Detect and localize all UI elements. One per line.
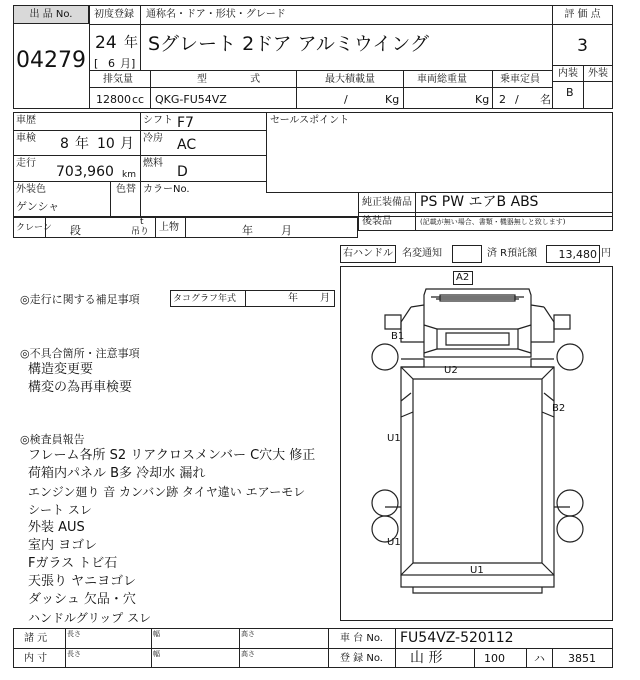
recycle-label: 済 R預託額: [487, 248, 538, 259]
interior-score: B: [566, 86, 574, 99]
inspector-line: 天張り ヤニヨゴレ: [28, 574, 137, 589]
max-load-sep: /: [344, 93, 348, 106]
defect-line: 構造変更要: [28, 362, 94, 377]
fuel: D: [177, 164, 188, 180]
history-label: 車歴: [16, 115, 36, 126]
inspector-line: 外装 AUS: [28, 520, 85, 535]
spec-width-label: 幅: [153, 630, 160, 638]
listing-no: 04279: [16, 48, 86, 73]
inspection-year: 8: [60, 136, 69, 152]
crane-ton-unit: t: [140, 217, 144, 227]
first-reg-month: 6: [108, 57, 115, 70]
inner-dimension-label: 内 寸: [24, 653, 48, 664]
capacity-label: 乗車定員: [500, 74, 540, 85]
registration-class: 100: [484, 652, 505, 665]
inspector-line: Fガラス トビ石: [28, 556, 118, 571]
name-change-label: 名変通知: [402, 248, 442, 259]
upper-month-unit: 月: [281, 224, 292, 237]
max-load-unit: Kg: [385, 93, 400, 106]
inspector-line: 室内 ヨゴレ: [28, 538, 98, 553]
tacho-year-unit: 年: [288, 293, 298, 304]
crane-tier-unit: 段: [70, 224, 81, 237]
registration-region: 山 形: [410, 650, 443, 666]
shift-label: シフト: [143, 115, 173, 126]
inspector-line: エンジン廻り 音 カンバン跡 タイヤ違い エアーモレ: [28, 485, 306, 499]
ext-color: ゲンシャ: [16, 200, 60, 213]
mileage-label: 走行: [16, 158, 36, 169]
spec-height-label: 高さ: [241, 630, 255, 638]
capacity-unit: 名: [540, 93, 551, 106]
aircon: AC: [177, 137, 197, 153]
mileage-unit: km: [122, 170, 136, 180]
exterior-label: 外装: [588, 68, 608, 79]
gross-weight-unit: Kg: [475, 93, 490, 106]
aircon-label: 冷房: [143, 133, 163, 144]
inspector-label: ◎検査員報告: [20, 433, 85, 446]
gross-weight-label: 車両総重量: [417, 74, 467, 85]
name-change-box: [452, 245, 482, 263]
inspection-month: 10: [97, 136, 115, 152]
listing-no-label: 出 品 No.: [29, 9, 73, 20]
inner-width-label: 幅: [153, 650, 160, 658]
damage-mark: U1: [387, 537, 401, 548]
fuel-label: 燃料: [143, 158, 163, 169]
inspection-month-unit: 月: [120, 136, 134, 152]
first-reg-label: 初度登録: [94, 9, 134, 20]
steering-value: 右ハンドル: [343, 248, 393, 259]
model-type: QKG-FU54VZ: [155, 93, 227, 106]
defects-label: ◎不具合箇所・注意事項: [20, 347, 140, 360]
first-reg-year: 24: [95, 33, 117, 53]
aftermarket-frame: [358, 212, 613, 231]
ext-color-label: 外装色: [16, 184, 46, 195]
registration-kana: ハ: [534, 652, 545, 665]
recycle-amount: 13,480: [558, 248, 597, 261]
tacho-label: タコグラフ年式: [173, 294, 237, 304]
model-name-label: 通称名・ドア・形状・グレード: [146, 9, 286, 20]
chassis-number: FU54VZ-520112: [400, 630, 514, 646]
driving-notes-label: ◎走行に関する補足事項: [20, 293, 140, 306]
crane-lift-label: 吊り: [131, 227, 150, 237]
displacement: 12800: [96, 93, 131, 106]
damage-mark: U1: [470, 565, 484, 576]
shift: F7: [177, 115, 194, 131]
damage-mark: B2: [552, 403, 566, 414]
registration-label: 登 録 No.: [340, 653, 383, 664]
interior-label: 内装: [558, 68, 578, 79]
inspector-line: 荷箱内パネル B多 冷却水 漏れ: [28, 466, 206, 481]
damage-mark: U1: [387, 433, 401, 444]
inspection-label: 車検: [16, 133, 36, 144]
truck-diagram: [340, 266, 613, 621]
model-type-label: 型 式: [197, 74, 261, 85]
recycle-unit: 円: [601, 248, 611, 259]
inner-height-label: 高さ: [241, 650, 255, 658]
damage-mark: B1: [391, 331, 405, 342]
factory-equipment: PS PW エアB ABS: [420, 194, 539, 210]
model-name: Sグレート 2ドア アルミウイング: [148, 33, 429, 55]
spec-label: 諸 元: [24, 633, 48, 644]
damage-mark: A2: [456, 272, 470, 283]
displacement-label: 排気量: [103, 74, 133, 85]
score-label: 評 価 点: [564, 9, 601, 20]
inspector-line: ハンドルグリップ スレ: [28, 611, 152, 625]
crane-label: クレーン: [16, 223, 52, 233]
upper-body-label: 上物: [159, 222, 179, 233]
aftermarket-note: (記載が無い場合、書類・機器無しと致します): [420, 218, 566, 226]
displacement-unit: cc: [132, 93, 145, 106]
first-reg-month-close: 月]: [120, 57, 136, 70]
registration-number: 3851: [568, 652, 596, 665]
max-load-label: 最大積載量: [325, 74, 375, 85]
first-reg-month-open: [: [94, 57, 99, 70]
tacho-month-unit: 月: [320, 293, 330, 304]
capacity: 2: [499, 93, 506, 106]
upper-year-unit: 年: [242, 224, 253, 237]
capacity-sep: /: [515, 93, 519, 106]
spec-length-label: 長さ: [67, 630, 81, 638]
score: 3: [577, 36, 588, 56]
defect-line: 構変の為再車検要: [28, 380, 133, 395]
first-reg-year-unit: 年: [124, 35, 138, 51]
factory-equipment-label: 純正装備品: [362, 197, 412, 208]
chassis-label: 車 台 No.: [340, 633, 383, 644]
damage-mark: U2: [444, 365, 458, 376]
sales-point-label: セールスポイント: [270, 115, 350, 126]
inspection-year-unit: 年: [75, 136, 89, 152]
inspector-line: ダッシュ 欠品・穴: [28, 592, 136, 607]
inspector-line: シート スレ: [28, 503, 92, 517]
inner-length-label: 長さ: [67, 650, 81, 658]
mileage: 703,960: [56, 164, 114, 180]
inspector-line: フレーム各所 S2 リアクロスメンバー C穴大 修正: [28, 448, 316, 463]
aftermarket-label: 後装品: [362, 216, 392, 227]
color-no-label: 色替: [116, 184, 136, 195]
color-code-label: カラーNo.: [143, 184, 190, 195]
